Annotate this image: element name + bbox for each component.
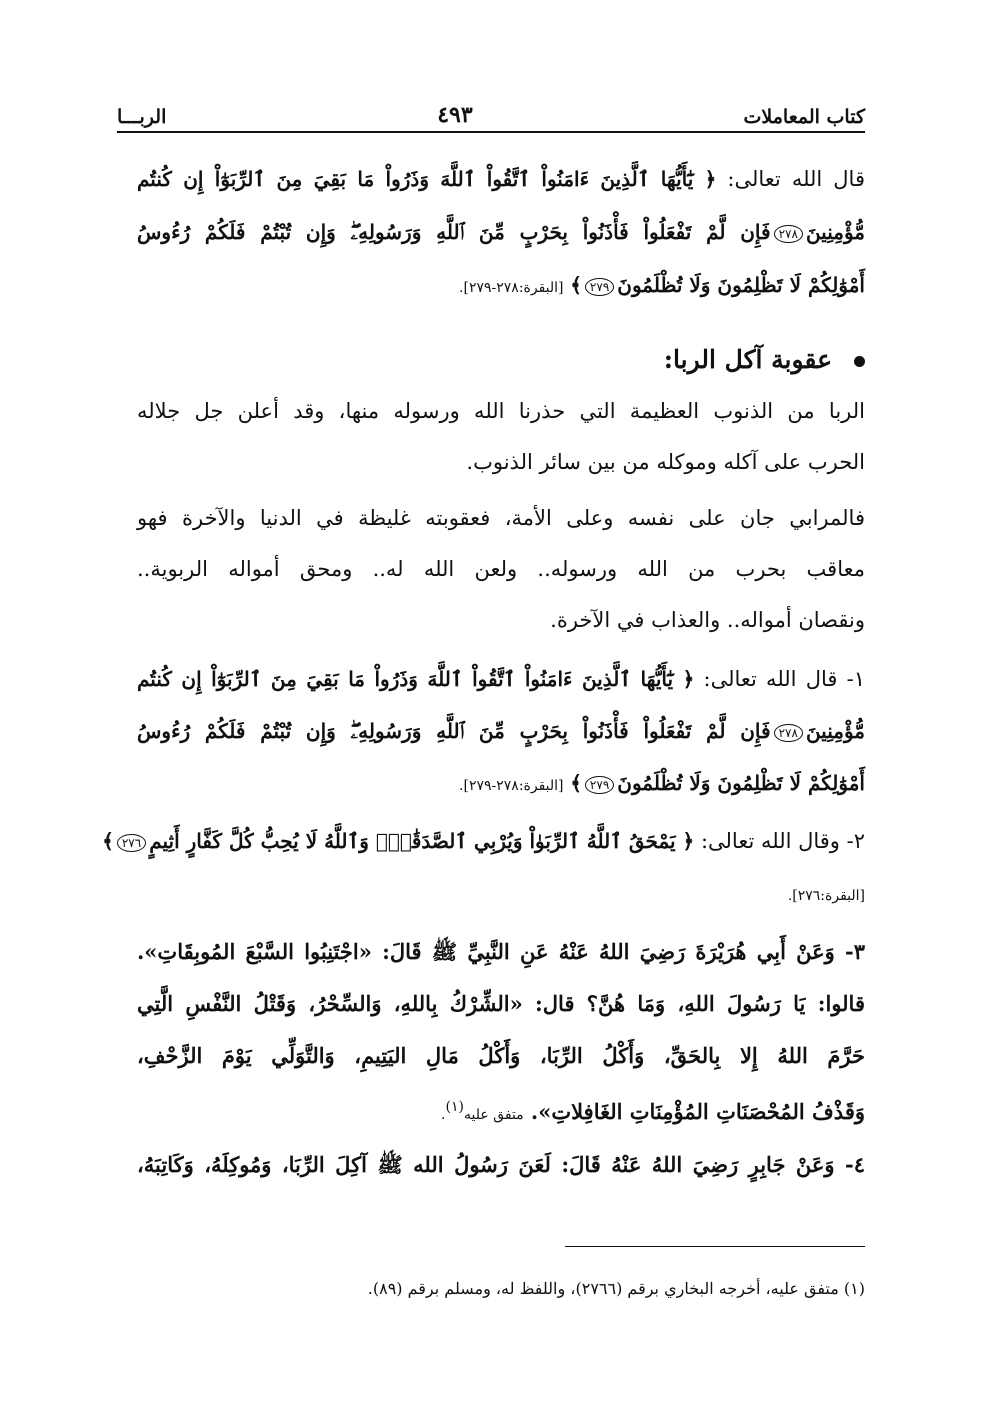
quran-text: مُّؤْمِنِينَ — [805, 220, 865, 244]
item-lead: ٢- وقال الله تعالى: — [694, 829, 865, 853]
quran-text: ﴿ يَمْحَقُ ٱللَّهُ ٱلرِّبَوٰاْ وَيُرْبِي ٱلصَّدَقَٰتِۗ وَٱللَّهُ لَا يُحِبُّ كُلَّ كَفَّارٍ أَثِيمٍ — [149, 829, 695, 853]
quran-close-bracket: ﴾ — [570, 771, 582, 795]
surah-reference: [البقرة:٢٧٨-٢٧٩]. — [459, 778, 564, 794]
header-divider — [117, 131, 865, 133]
quran-text: ﴿ يَٰٓأَيُّهَا ٱلَّذِينَ ءَامَنُواْ ٱتَّقُواْ ٱللَّهَ وَذَرُواْ مَا بَقِيَ مِنَ ٱلرِّبَوٰٓاْ إِن كُنتُم — [137, 167, 717, 191]
item-1-line-1 — [137, 660, 865, 700]
item-1-line-2 — [137, 712, 865, 752]
quran-close-bracket: ﴾ — [102, 829, 114, 853]
quran-close-bracket: ﴾ — [570, 273, 582, 297]
ayah-number-marker: ٢٧٦ — [117, 834, 146, 852]
item-2-line-2 — [137, 874, 865, 914]
quran-text: مُّؤْمِنِينَ — [805, 719, 865, 743]
ayah-number-marker: ٢٧٩ — [585, 776, 614, 794]
surah-reference: [البقرة:٢٧٨-٢٧٩]. — [459, 280, 564, 296]
paragraph-1-line-2: الحرب على آكله وموكله من بين سائر الذنوب. — [466, 450, 865, 474]
paragraph-1-line-1: الربا من الذنوب العظيمة التي حذرنا الله ورسوله منها، وقد أعلن جل جلاله — [137, 399, 865, 423]
footnote: (١) متفق عليه، أخرجه البخاري برقم (٢٧٦٦)، واللفظ له، ومسلم برقم (٨٩). — [367, 1279, 865, 1298]
paragraph-2-line-3: ونقصان أمواله.. والعذاب في الآخرة. — [550, 608, 865, 632]
running-header — [117, 96, 865, 128]
quran-text: فَإِن لَّمْ تَفْعَلُواْ فَأْذَنُواْ بِحَرْبٍ مِّنَ ٱللَّهِ وَرَسُولِهِۦۖ وَإِن تُبْتُمْ فَلَكُمْ رُءُوسُ — [137, 220, 771, 244]
quran-text: فَإِن لَّمْ تَفْعَلُواْ فَأْذَنُواْ بِحَرْبٍ مِّنَ ٱللَّهِ وَرَسُولِهِۦۖ وَإِن تُبْتُمْ فَلَكُمْ رُءُوسُ — [137, 719, 771, 743]
item-2-line-1 — [102, 822, 865, 862]
paragraph-2-line-1: فالمرابي جان على نفسه وعلى الأمة، فعقوبته غليظة في الدنيا والآخرة فهو — [137, 506, 865, 530]
item-3-line-4 — [137, 1088, 865, 1128]
punctuation: . — [441, 1107, 446, 1123]
hadith-grading: متفق عليه — [463, 1107, 524, 1123]
footnote-divider — [565, 1246, 865, 1247]
intro-lead: قال الله تعالى: — [716, 167, 865, 191]
item-1-line-3 — [137, 764, 865, 804]
paragraph-2-line-2: معاقب بحرب من الله ورسوله.. ولعن الله له.. ومحق أمواله الربوية.. — [137, 557, 865, 581]
footnote-marker: (١) — [445, 1099, 464, 1115]
ayah-number-marker: ٢٧٨ — [774, 724, 803, 742]
intro-line-3 — [137, 266, 865, 306]
ayah-number-marker: ٢٧٩ — [585, 278, 614, 296]
item-3-line-3: حَرَّمَ اللهُ إِلا بِالحَقِّ، وَأَكْلُ الرِّبَا، وَأَكْلُ مَالِ اليَتِيمِ، وَالتَّوَلِّي يَوْمَ الزَّحْفِ، — [137, 1043, 865, 1068]
quran-text: أَمْوَٰلِكُمْ لَا تَظْلِمُونَ وَلَا تُظْلَمُونَ — [617, 771, 865, 795]
ayah-number-marker: ٢٧٨ — [774, 225, 803, 243]
heading-text: عقوبة آكل الربا: — [663, 345, 832, 374]
intro-line-2 — [137, 213, 865, 253]
item-4-line-1: ٤- وَعَنْ جَابِرٍ رَضِيَ اللهُ عَنْهُ قَالَ: لَعَنَ رَسُولُ الله ﷺ آكِلَ الرِّبَا، وَمُوكِلَهُ، وَكَاتِبَهُ، — [137, 1152, 865, 1177]
surah-reference: [البقرة:٢٧٦]. — [787, 888, 865, 904]
bullet-icon — [854, 356, 865, 367]
quran-text: ﴿ يَٰٓأَيُّهَا ٱلَّذِينَ ءَامَنُواْ ٱتَّقُواْ ٱللَّهَ وَذَرُواْ مَا بَقِيَ مِنَ ٱلرِّبَوٰٓاْ إِن كُنتُم — [137, 667, 695, 691]
header-chapter-title: الربـــا — [117, 106, 167, 128]
item-3-line-1: ٣- وَعَنْ أَبِي هُرَيْرَةَ رَضِيَ اللهُ عَنْهُ عَنِ النَّبِيِّ ﷺ قَالَ: «اجْتَنِبُوا السَّبْعَ المُوبِقَاتِ». — [137, 939, 865, 964]
header-book-title: كتاب المعاملات — [743, 106, 865, 128]
section-heading — [137, 338, 865, 382]
hadith-text: وَقَذْفُ المُحْصَنَاتِ المُؤْمِنَاتِ الغَافِلاتِ». — [523, 1099, 865, 1124]
quran-text: أَمْوَٰلِكُمْ لَا تَظْلِمُونَ وَلَا تُظْلَمُونَ — [617, 273, 865, 297]
item-lead: ١- قال الله تعالى: — [694, 667, 865, 691]
page-number: ٤٩٣ — [437, 102, 473, 128]
intro-line-1 — [137, 160, 865, 200]
item-3-line-2: قالوا: يَا رَسُولَ اللهِ، وَمَا هُنَّ؟ قال: «الشِّرْكُ بِاللهِ، وَالسِّحْرُ، وَقَتْلُ النَّفْسِ الَّتِي — [137, 991, 865, 1016]
